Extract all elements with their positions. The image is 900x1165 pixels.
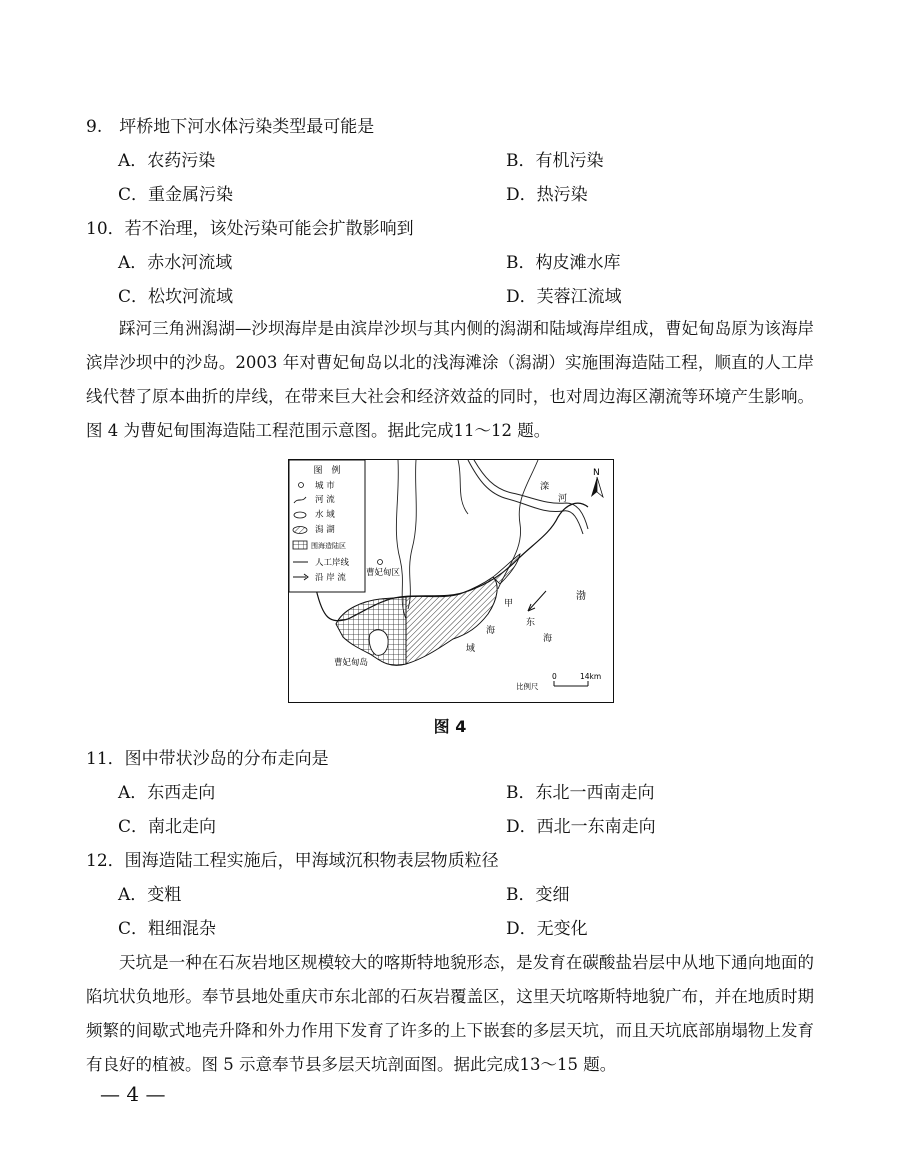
question-9-stem: 9. 坪桥地下河水体污染类型最可能是 bbox=[86, 117, 375, 137]
figure-4-map bbox=[288, 459, 614, 707]
legend-city: 城 市 bbox=[315, 481, 335, 491]
question-12-stem: 12．围海造陆工程实施后，甲海域沉积物表层物质粒径 bbox=[86, 851, 499, 871]
channel-label-yu: 域 bbox=[466, 644, 476, 654]
q12-option-a: A．变粗 bbox=[118, 885, 182, 905]
legend-reclamation: 围海造陆区 bbox=[311, 542, 346, 550]
legend-water: 水 域 bbox=[315, 510, 335, 520]
q9-option-a: A．农药污染 bbox=[118, 151, 216, 171]
question-10-stem: 10．若不治理，该处污染可能会扩散影响到 bbox=[86, 219, 414, 239]
q10-option-a: A．赤水河流域 bbox=[118, 253, 233, 273]
legend-current: 沿 岸 流 bbox=[315, 573, 346, 583]
scale-value: 14km bbox=[580, 672, 602, 681]
legend-lagoon: 潟 湖 bbox=[315, 525, 335, 535]
legend-artificial-coast: 人工岸线 bbox=[315, 558, 350, 568]
river-label-2: 河 bbox=[558, 494, 568, 504]
q9-option-d: D．热污染 bbox=[506, 185, 588, 205]
q11-option-c: C．南北走向 bbox=[118, 817, 217, 837]
q12-option-d: D．无变化 bbox=[506, 919, 588, 939]
passage-tiankeng: 天坑是一种在石灰岩地区规模较大的喀斯特地貌形态，是发育在碳酸盐岩层中从地下通向地面的陷坑状负地形。奉节县地处重庆市东北部的石灰岩覆盖区，这里天坑喀斯特地貌广布，并在地质时期频繁的间歇式地壳升降和外力作用下发育了许多的上下嵌套的多层天坑，而且天坑底部崩塌物上发育有良好的植被。图 5 示意奉节县多层天坑剖面图。据此完成13～15 题。 bbox=[86, 953, 814, 1074]
scale-zero: 0 bbox=[552, 672, 557, 681]
q10-option-b: B．构皮滩水库 bbox=[506, 253, 621, 273]
q12-option-c: C．粗细混杂 bbox=[118, 919, 217, 939]
figure-4-caption: 图 4 bbox=[433, 717, 467, 736]
sea-label-bo: 渤 bbox=[576, 591, 586, 602]
question-11-stem: 11．图中带状沙岛的分布走向是 bbox=[86, 749, 329, 769]
north-label: N bbox=[593, 468, 600, 478]
channel-label-dong: 东 bbox=[526, 618, 536, 628]
channel-label-jia: 甲 bbox=[504, 599, 514, 609]
sea-label-hai: 海 bbox=[543, 634, 553, 644]
island-label: 曹妃甸岛 bbox=[334, 658, 369, 668]
q9-option-b: B．有机污染 bbox=[506, 151, 604, 171]
q11-option-b: B．东北一西南走向 bbox=[506, 783, 655, 803]
legend-title: 图 例 bbox=[313, 466, 341, 476]
passage-caofeidian: 踩河三角洲潟湖—沙坝海岸是由滨岸沙坝与其内侧的潟湖和陆域海岸组成，曹妃甸岛原为该海岸滨岸沙坝中的沙岛。2003 年对曹妃甸岛以北的浅海滩涂（潟湖）实施围海造陆工程，顺直的人工岸线代替了原本曲折的岸线，在带来巨大社会和经济效益的同时，也对周边海区潮流等环境产生影响。图 4 为曹妃甸围海造陆工程范围示意图。据此完成11～12 题。 bbox=[86, 319, 814, 440]
city-label: 曹妃甸区 bbox=[366, 568, 401, 578]
legend-river: 河 流 bbox=[315, 495, 335, 505]
city-marker bbox=[378, 560, 383, 565]
q11-option-a: A．东西走向 bbox=[118, 783, 216, 803]
channel-label-hai: 海 bbox=[486, 626, 496, 636]
river-label-1: 滦 bbox=[540, 482, 550, 492]
q11-option-d: D．西北一东南走向 bbox=[506, 817, 656, 837]
page-number: — 4 — bbox=[100, 1082, 166, 1106]
q9-option-c: C．重金属污染 bbox=[118, 185, 234, 205]
q10-option-c: C．松坎河流域 bbox=[118, 287, 234, 307]
q12-option-b: B．变细 bbox=[506, 885, 570, 905]
q10-option-d: D．芙蓉江流域 bbox=[506, 287, 622, 307]
scale-label: 比例尺 bbox=[516, 682, 539, 691]
